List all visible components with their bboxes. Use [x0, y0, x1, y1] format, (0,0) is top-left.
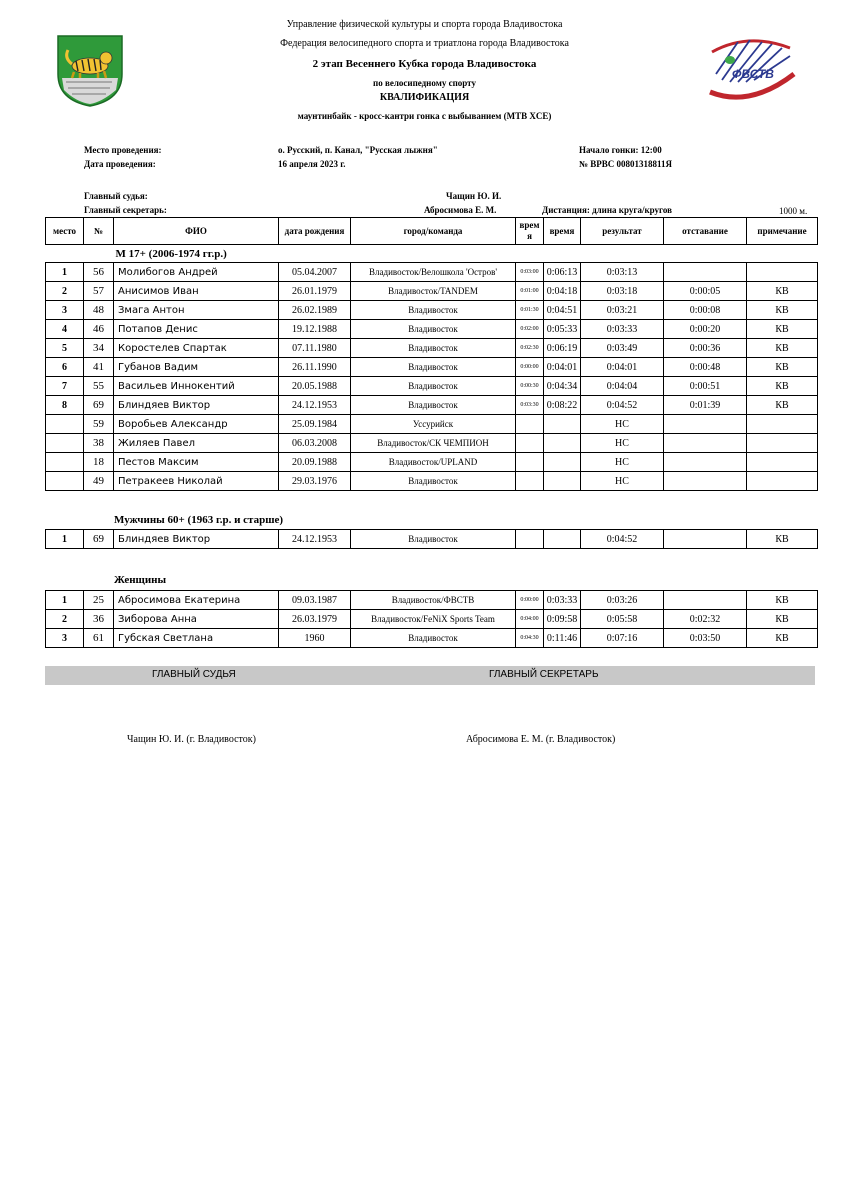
place-cell: 2	[46, 610, 84, 629]
time-cell: 0:04:18	[544, 282, 581, 301]
athlete-name-cell: Зиборова Анна	[114, 610, 279, 629]
table-row	[46, 453, 818, 472]
col-header: время	[544, 218, 581, 245]
note-cell: КВ	[747, 301, 818, 320]
time-cell: 0:04:34	[544, 377, 581, 396]
start-offset-cell	[516, 530, 544, 549]
gap-cell	[664, 263, 747, 282]
note-cell: КВ	[747, 591, 818, 610]
group-title-women: Женщины	[114, 574, 167, 586]
gap-cell: 0:00:08	[664, 301, 747, 320]
birth-date-cell: 24.12.1953	[279, 530, 351, 549]
bib-number-cell: 69	[84, 396, 114, 415]
note-cell: КВ	[747, 358, 818, 377]
note-cell	[747, 263, 818, 282]
time-cell	[544, 415, 581, 434]
city-team-cell: Владивосток/Велошкола 'Остров'	[351, 263, 516, 282]
place-cell: 7	[46, 377, 84, 396]
athlete-name-cell: Потапов Денис	[114, 320, 279, 339]
birth-date-cell: 07.11.1980	[279, 339, 351, 358]
note-cell: КВ	[747, 282, 818, 301]
bib-number-cell: 69	[84, 530, 114, 549]
birth-date-cell: 20.09.1988	[279, 453, 351, 472]
col-header: №	[84, 218, 114, 245]
table-row	[46, 629, 818, 648]
gap-cell: 0:03:50	[664, 629, 747, 648]
note-cell	[747, 415, 818, 434]
bib-number-cell: 56	[84, 263, 114, 282]
result-cell: 0:03:18	[581, 282, 664, 301]
note-cell: КВ	[747, 377, 818, 396]
time-cell: 0:03:33	[544, 591, 581, 610]
col-header: примечание	[747, 218, 818, 245]
distance-value: 1000 м.	[779, 206, 808, 216]
result-cell: 0:07:16	[581, 629, 664, 648]
event-stage: КВАЛИФИКАЦИЯ	[379, 92, 470, 103]
birth-date-cell: 26.01.1979	[279, 282, 351, 301]
athlete-name-cell: Абросимова Екатерина	[114, 591, 279, 610]
event-sport: по велосипедному спорту	[373, 78, 476, 88]
birth-date-cell: 25.09.1984	[279, 415, 351, 434]
bib-number-cell: 61	[84, 629, 114, 648]
place-cell	[46, 415, 84, 434]
place-cell: 3	[46, 629, 84, 648]
note-cell: КВ	[747, 339, 818, 358]
birth-date-cell: 26.11.1990	[279, 358, 351, 377]
time-cell: 0:11:46	[544, 629, 581, 648]
gap-cell: 0:00:20	[664, 320, 747, 339]
athlete-name-cell: Воробьев Александр	[114, 415, 279, 434]
table-row	[46, 396, 818, 415]
athlete-name-cell: Анисимов Иван	[114, 282, 279, 301]
table-row	[46, 472, 818, 491]
gap-cell: 0:00:48	[664, 358, 747, 377]
start-offset-cell	[516, 453, 544, 472]
note-cell: КВ	[747, 610, 818, 629]
time-cell: 0:08:22	[544, 396, 581, 415]
city-team-cell: Владивосток	[351, 396, 516, 415]
result-cell: 0:03:13	[581, 263, 664, 282]
start-offset-cell	[516, 415, 544, 434]
birth-date-cell: 29.03.1976	[279, 472, 351, 491]
col-header: место	[46, 218, 84, 245]
note-cell: КВ	[747, 629, 818, 648]
bib-number-cell: 38	[84, 434, 114, 453]
col-header: врем я	[516, 218, 544, 245]
time-cell: 0:06:13	[544, 263, 581, 282]
city-team-cell: Владивосток	[351, 301, 516, 320]
table-row	[46, 263, 818, 282]
org-line-1: Управление физической культуры и спорта города Владивостока	[286, 19, 563, 30]
birth-date-cell: 06.03.2008	[279, 434, 351, 453]
result-cell: 0:03:21	[581, 301, 664, 320]
results-table-men60	[45, 529, 818, 549]
group-title-row	[46, 245, 818, 263]
athlete-name-cell: Блиндяев Виктор	[114, 396, 279, 415]
date-label: Дата проведения:	[84, 159, 156, 169]
athlete-name-cell: Блиндяев Виктор	[114, 530, 279, 549]
city-team-cell: Владивосток	[351, 377, 516, 396]
col-header: дата рождения	[279, 218, 351, 245]
time-cell: 0:09:58	[544, 610, 581, 629]
start-offset-cell: 0:03:00	[516, 263, 544, 282]
birth-date-cell: 24.12.1953	[279, 396, 351, 415]
note-cell: КВ	[747, 320, 818, 339]
secretary-label: Главный секретарь:	[84, 205, 167, 215]
place-cell: 8	[46, 396, 84, 415]
time-cell: 0:05:33	[544, 320, 581, 339]
place-cell: 3	[46, 301, 84, 320]
bib-number-cell: 57	[84, 282, 114, 301]
event-title: 2 этап Весеннего Кубка города Владивостока	[312, 58, 537, 70]
fvstv-federation-logo	[702, 34, 798, 104]
city-team-cell: Владивосток	[351, 629, 516, 648]
city-team-cell: Владивосток	[351, 530, 516, 549]
time-cell	[544, 472, 581, 491]
start-offset-cell: 0:02:30	[516, 339, 544, 358]
note-cell	[747, 434, 818, 453]
birth-date-cell: 26.03.1979	[279, 610, 351, 629]
city-team-cell: Владивосток/СК ЧЕМПИОН	[351, 434, 516, 453]
place-cell	[46, 434, 84, 453]
table-row	[46, 434, 818, 453]
fvstv-logo-text: ФВСТВ	[732, 67, 774, 81]
gap-cell	[664, 434, 747, 453]
table-row	[46, 301, 818, 320]
result-cell: НС	[581, 434, 664, 453]
secretary-value: Абросимова Е. М.	[424, 205, 497, 215]
start-offset-cell: 0:03:30	[516, 396, 544, 415]
start-offset-cell: 0:01:30	[516, 301, 544, 320]
gap-cell	[664, 591, 747, 610]
table-row	[46, 339, 818, 358]
col-header: результат	[581, 218, 664, 245]
result-cell: НС	[581, 453, 664, 472]
place-cell: 4	[46, 320, 84, 339]
athlete-name-cell: Губская Светлана	[114, 629, 279, 648]
place-cell: 5	[46, 339, 84, 358]
venue-value: о. Русский, п. Канал, "Русская лыжня"	[278, 145, 438, 155]
place-cell: 1	[46, 591, 84, 610]
birth-date-cell: 19.12.1988	[279, 320, 351, 339]
place-cell: 1	[46, 263, 84, 282]
gap-cell: 0:01:39	[664, 396, 747, 415]
event-discipline: маунтинбайк - кросс-кантри гонка с выбыванием (МТВ XCE)	[297, 111, 552, 121]
birth-date-cell: 05.04.2007	[279, 263, 351, 282]
city-team-cell: Владивосток/TANDEM	[351, 282, 516, 301]
city-team-cell: Владивосток	[351, 472, 516, 491]
bib-number-cell: 55	[84, 377, 114, 396]
secretary-sign-title: ГЛАВНЫЙ СЕКРЕТАРЬ	[489, 669, 599, 680]
birth-date-cell: 26.02.1989	[279, 301, 351, 320]
start-offset-cell	[516, 434, 544, 453]
table-row	[46, 358, 818, 377]
col-header: город/команда	[351, 218, 516, 245]
bib-number-cell: 48	[84, 301, 114, 320]
group-title-m17: М 17+ (2006-1974 гг.р.)	[114, 245, 818, 263]
city-team-cell: Владивосток	[351, 339, 516, 358]
athlete-name-cell: Васильев Иннокентий	[114, 377, 279, 396]
table-row	[46, 282, 818, 301]
registry-code: № ВРВС 00801318811Я	[579, 159, 673, 169]
table-row	[46, 415, 818, 434]
note-cell: КВ	[747, 396, 818, 415]
start-time: Начало гонки: 12:00	[579, 145, 662, 155]
athlete-name-cell: Коростелев Спартак	[114, 339, 279, 358]
city-team-cell: Уссурийск	[351, 415, 516, 434]
table-row	[46, 377, 818, 396]
start-offset-cell: 0:02:00	[516, 320, 544, 339]
org-line-2: Федерация велосипедного спорта и триатлона города Владивостока	[280, 38, 569, 49]
result-cell: 0:04:52	[581, 396, 664, 415]
athlete-name-cell: Пестов Максим	[114, 453, 279, 472]
result-cell: 0:05:58	[581, 610, 664, 629]
group-title-men60: Мужчины 60+ (1963 г.р. и старше)	[114, 514, 284, 526]
bib-number-cell: 41	[84, 358, 114, 377]
city-team-cell: Владивосток/UPLAND	[351, 453, 516, 472]
results-table-women	[45, 590, 818, 648]
place-cell: 1	[46, 530, 84, 549]
gap-cell	[664, 415, 747, 434]
bib-number-cell: 34	[84, 339, 114, 358]
judge-sign-name: Чащин Ю. И. (г. Владивосток)	[127, 734, 256, 745]
result-cell: 0:04:01	[581, 358, 664, 377]
time-cell	[544, 453, 581, 472]
gap-cell: 0:02:32	[664, 610, 747, 629]
judge-value: Чащин Ю. И.	[446, 191, 502, 201]
athlete-name-cell: Петракеев Николай	[114, 472, 279, 491]
result-cell: 0:03:26	[581, 591, 664, 610]
result-cell: 0:03:33	[581, 320, 664, 339]
table-row	[46, 591, 818, 610]
start-offset-cell: 0:04:00	[516, 610, 544, 629]
athlete-name-cell: Губанов Вадим	[114, 358, 279, 377]
table-header-row	[46, 218, 818, 245]
table-row	[46, 610, 818, 629]
place-cell: 2	[46, 282, 84, 301]
start-offset-cell: 0:00:30	[516, 377, 544, 396]
note-cell	[747, 453, 818, 472]
athlete-name-cell: Жиляев Павел	[114, 434, 279, 453]
note-cell: КВ	[747, 530, 818, 549]
bib-number-cell: 59	[84, 415, 114, 434]
result-cell: НС	[581, 415, 664, 434]
place-cell: 6	[46, 358, 84, 377]
secretary-sign-name: Абросимова Е. М. (г. Владивосток)	[466, 734, 616, 745]
table-row	[46, 530, 818, 549]
birth-date-cell: 20.05.1988	[279, 377, 351, 396]
gap-cell	[664, 530, 747, 549]
birth-date-cell: 09.03.1987	[279, 591, 351, 610]
place-cell	[46, 453, 84, 472]
gap-cell: 0:00:51	[664, 377, 747, 396]
results-table-m17	[45, 217, 818, 491]
start-offset-cell: 0:01:00	[516, 282, 544, 301]
result-cell: 0:03:49	[581, 339, 664, 358]
bib-number-cell: 36	[84, 610, 114, 629]
time-cell	[544, 434, 581, 453]
start-offset-cell: 0:00:00	[516, 358, 544, 377]
judge-label: Главный судья:	[84, 191, 148, 201]
result-cell: НС	[581, 472, 664, 491]
date-value: 16 апреля 2023 г.	[278, 159, 346, 169]
bib-number-cell: 49	[84, 472, 114, 491]
place-cell	[46, 472, 84, 491]
col-header: ФИО	[114, 218, 279, 245]
city-team-cell: Владивосток/ФВСТВ	[351, 591, 516, 610]
start-offset-cell: 0:00:00	[516, 591, 544, 610]
city-team-cell: Владивосток/FeNiX Sports Team	[351, 610, 516, 629]
time-cell: 0:04:01	[544, 358, 581, 377]
note-cell	[747, 472, 818, 491]
start-offset-cell	[516, 472, 544, 491]
time-cell: 0:04:51	[544, 301, 581, 320]
gap-cell	[664, 453, 747, 472]
birth-date-cell: 1960	[279, 629, 351, 648]
athlete-name-cell: Змага Антон	[114, 301, 279, 320]
col-header: отставание	[664, 218, 747, 245]
gap-cell: 0:00:36	[664, 339, 747, 358]
result-cell: 0:04:04	[581, 377, 664, 396]
city-team-cell: Владивосток	[351, 358, 516, 377]
distance-label: Дистанция: длина круга/кругов	[542, 205, 673, 215]
bib-number-cell: 25	[84, 591, 114, 610]
gap-cell: 0:00:05	[664, 282, 747, 301]
gap-cell	[664, 472, 747, 491]
bib-number-cell: 46	[84, 320, 114, 339]
vladivostok-coat-of-arms-logo	[56, 34, 124, 108]
athlete-name-cell: Молибогов Андрей	[114, 263, 279, 282]
result-cell: 0:04:52	[581, 530, 664, 549]
time-cell	[544, 530, 581, 549]
time-cell: 0:06:19	[544, 339, 581, 358]
bib-number-cell: 18	[84, 453, 114, 472]
city-team-cell: Владивосток	[351, 320, 516, 339]
venue-label: Место проведения:	[84, 145, 162, 155]
judge-sign-title: ГЛАВНЫЙ СУДЬЯ	[152, 669, 236, 680]
table-row	[46, 320, 818, 339]
start-offset-cell: 0:04:30	[516, 629, 544, 648]
